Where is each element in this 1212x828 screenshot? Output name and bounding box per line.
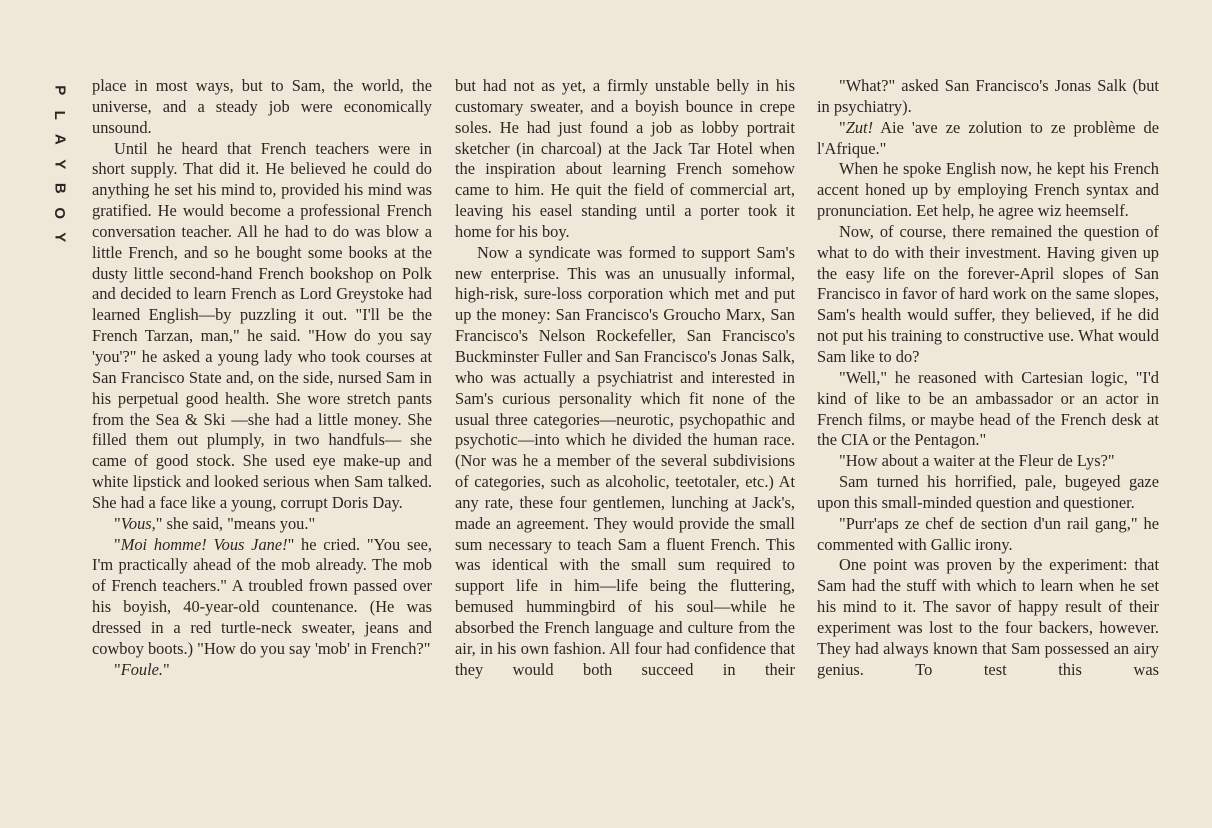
paragraph: Now a syndicate was formed to support Sam's new enterprise. This was an unusually informal, high-risk, sure-loss corporation which met and put up the money: San Francisco's Groucho Marx, San Francisco's Nelson Rockefeller, San Francisco's Buckminster Fuller and San Francisco's Jonas Salk, who was actually a psychiatrist and interested in Sam's curious personality which fit none of the usual three categories—neurotic, psychopathic and psychotic—into which he divided the human race. (Nor was he a member of the several subdivisions of categories, such as alcoholic, teetotaler, etc.) At any rate, these four gentlemen, lunching at Jack's, made an agreement. They would provide the small sum necessary to teach Sam a fluent French. This was identical with the small sum required to support life in him—life being the fluttering, bemused hummingbird of his soul—while he absorbed the French language and culture from the air, in his own fashion. All four had confidence that they would both succeed in their [455, 242, 795, 679]
paragraph: When he spoke English now, he kept his French accent honed up by employing French syntax and pronunciation. Eet help, he agree wiz heemself. [817, 159, 1159, 221]
paragraph: "What?" asked San Francisco's Jonas Salk (but in psychiatry). [817, 76, 1159, 116]
paragraph: but had not as yet, a firmly unstable belly in his customary sweater, and a boyish bounce in crepe soles. He had just found a job as lobby portrait sketcher (in charcoal) at the Jack Tar Hotel when the inspiration about learning French somehow came to him. He quit the field of commercial art, leaving his easel standing until a porter took it home for his boy. [455, 76, 795, 241]
paragraph: Sam turned his horrified, pale, bugeyed gaze upon this small-minded question and questioner. [817, 472, 1159, 512]
text-column-1 [92, 76, 432, 680]
paragraph: "Foule." [114, 659, 170, 679]
text-column-3 [817, 76, 1159, 680]
paragraph: Now, of course, there remained the question of what to do with their investment. Having given up the easy life on the forever-April slopes of San Francisco in favor of hard work on the same slopes, Sam's health would suffer, they believed, if he did not put his training to constructive use. What would Sam like to do? [817, 221, 1159, 366]
paragraph: "Purr'aps ze chef de section d'un rail gang," he commented with Gallic irony. [817, 513, 1159, 554]
text-column-2 [455, 76, 795, 680]
masthead-letter: B [51, 182, 69, 194]
masthead-letter: L [51, 110, 69, 120]
paragraph: One point was proven by the experiment: that Sam had the stuff with which to learn when he set his mind to it. The savor of happy result of their experiment was lost to the four backers, however. They had always known that Sam possessed an airy genius. To test this was [817, 555, 1159, 679]
paragraph: "Well," he reasoned with Cartesian logic, "I'd kind of like to be an ambassador or an actor in French films, or maybe head of the French desk at the CIA or the Pentagon." [817, 367, 1159, 450]
masthead-letter: O [51, 206, 69, 219]
masthead-letter: P [51, 85, 69, 96]
masthead-letter: Y [51, 158, 69, 169]
paragraph: "Zut! Aie 'ave ze zolution to ze problème de l'Afrique." [817, 117, 1159, 158]
paragraph: place in most ways, but to Sam, the world, the universe, and a steady job were economically unsound. [92, 76, 432, 137]
magazine-masthead [44, 78, 74, 250]
paragraph: "How about a waiter at the Fleur de Lys?" [839, 451, 1115, 471]
paragraph: Until he heard that French teachers were in short supply. That did it. He believed he could do anything he set his mind to, provided his mind was gratified. He would become a professional French conversation teacher. All he had to do was blow a little French, and so he bought some books at the dusty little second-hand French bookshop on Polk and decided to learn French as Lord Greystoke had learned English—by puzzling it out. "I'll be the French Tarzan, man," he said. "How do you say 'you'?" he asked a young lady who took courses at San Francisco State and, on the side, nursed Sam in his perpetual good health. She wore stretch pants from the Sea & Ski —she had a little money. She filled them out plumply, in two handfuls— she came of good stock. She used eye make-up and white lipstick and looked serious when Sam talked. She had a face like a young, corrupt Doris Day. [92, 138, 432, 512]
masthead-letter: A [51, 133, 69, 145]
paragraph: "Vous," she said, "means you." [114, 513, 316, 533]
masthead-letter: Y [51, 232, 69, 243]
paragraph: "Moi homme! Vous Jane!" he cried. "You see, I'm practically ahead of the mob already. The mob of French teachers." A troubled frown passed over his boyish, 40-year-old countenance. (He was dressed in a red turtle-neck sweater, jeans and cowboy boots.) "How do you say 'mob' in French?" [92, 534, 432, 658]
